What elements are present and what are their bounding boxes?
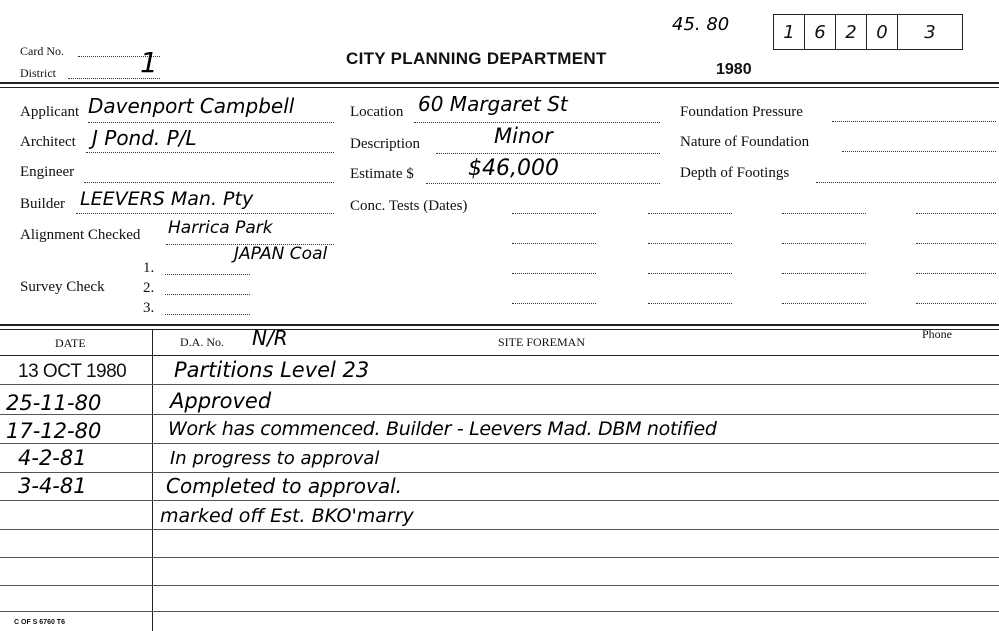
card-digit: 6: [805, 15, 836, 49]
location-label: Location: [350, 104, 404, 120]
applicant-value: Davenport Campbell: [88, 94, 295, 118]
location-line: [414, 122, 660, 123]
log-row-rule: [0, 443, 999, 444]
estimate-label: Estimate $: [350, 166, 414, 182]
entry-date: 25-11-80: [6, 391, 102, 415]
conc-line: [916, 273, 996, 274]
estimate-line: [426, 183, 660, 184]
entry-text: Partitions Level 23: [174, 358, 370, 382]
entry-text: Completed to approval.: [166, 474, 402, 498]
ref-number: 45. 80: [672, 14, 730, 35]
log-top-rule-2: [0, 329, 999, 330]
card-digit: 0: [867, 15, 898, 49]
survey-label: Survey Check: [20, 279, 105, 295]
entry-text: In progress to approval: [170, 448, 380, 469]
estimate-value: $46,000: [468, 156, 559, 181]
description-line: [436, 153, 660, 154]
conc-line: [648, 243, 732, 244]
conc-line: [916, 303, 996, 304]
engineer-line: [84, 182, 334, 183]
log-row-rule: [0, 384, 999, 385]
card-no-label: Card No.: [20, 44, 64, 58]
depth-of-footings-line: [816, 182, 996, 183]
builder-value: LEEVERS Man. Pty: [80, 188, 254, 210]
builder-line: [76, 213, 334, 214]
conc-line: [916, 243, 996, 244]
log-row-rule: [0, 414, 999, 415]
description-label: Description: [350, 136, 420, 152]
conc-line: [648, 303, 732, 304]
conc-line: [512, 243, 596, 244]
da-no-value: N/R: [252, 326, 288, 350]
entry-text: Approved: [170, 389, 272, 413]
engineer-label: Engineer: [20, 164, 75, 180]
department-title: CITY PLANNING DEPARTMENT: [346, 49, 607, 68]
card-digit: 3: [924, 21, 936, 43]
card-digit: 2: [836, 15, 867, 49]
alignment-label: Alignment Checked: [20, 227, 141, 243]
applicant-line: [88, 122, 334, 123]
survey-line-2: [165, 294, 250, 295]
conc-line: [512, 303, 596, 304]
entry-text: Work has commenced. Builder - Leevers Mad. DBM notified: [168, 418, 717, 440]
log-row-rule: [0, 585, 999, 586]
conc-line: [648, 213, 732, 214]
architect-line: [86, 152, 334, 153]
survey-item-1: 1.: [143, 260, 155, 276]
conc-line: [916, 213, 996, 214]
header-rule: [0, 82, 999, 84]
card-digit: 1: [774, 15, 805, 49]
log-row-rule: [0, 472, 999, 473]
conc-line: [782, 213, 866, 214]
log-row-rule: [0, 611, 999, 612]
foundation-pressure-line: [832, 121, 996, 122]
district-value: 1: [140, 46, 158, 79]
log-row-rule: [0, 529, 999, 530]
applicant-label: Applicant: [20, 104, 80, 120]
entry-text: marked off Est. BKO'marry: [160, 505, 414, 527]
alignment-value-2: JAPAN Coal: [234, 244, 328, 264]
da-no-label: D.A. No.: [180, 335, 224, 349]
conc-line: [782, 273, 866, 274]
entry-date: 13 OCT 1980: [18, 361, 127, 382]
form-code: C OF S 6760 T6: [14, 619, 65, 626]
district-label: District: [20, 66, 56, 80]
log-row-rule: [0, 557, 999, 558]
conc-line: [782, 303, 866, 304]
log-top-rule: [0, 324, 999, 326]
year: 1980: [716, 61, 752, 78]
log-header-rule: [0, 355, 999, 356]
survey-line-3: [165, 314, 250, 315]
conc-line: [782, 243, 866, 244]
conc-line: [512, 273, 596, 274]
description-value: Minor: [494, 124, 553, 148]
survey-item-3: 3.: [143, 300, 155, 316]
foundation-pressure-label: Foundation Pressure: [680, 104, 803, 120]
phone-label: Phone: [922, 327, 952, 341]
depth-of-footings-label: Depth of Footings: [680, 165, 790, 181]
nature-of-foundation-line: [842, 151, 996, 152]
conc-line: [512, 213, 596, 214]
survey-line-1: [165, 274, 250, 275]
site-foreman-label: SITE FOREMAN: [498, 335, 586, 349]
entry-date: 4-2-81: [18, 446, 87, 470]
conc-tests-label: Conc. Tests (Dates): [350, 198, 468, 214]
entry-date: 3-4-81: [18, 474, 87, 498]
log-row-rule: [0, 500, 999, 501]
entry-date: 17-12-80: [6, 419, 102, 443]
location-value: 60 Margaret St: [418, 92, 568, 116]
architect-value: J Pond. P/L: [92, 126, 197, 150]
builder-label: Builder: [20, 196, 65, 212]
date-header: DATE: [55, 336, 86, 350]
architect-label: Architect: [20, 134, 76, 150]
alignment-value: Harrica Park: [168, 218, 273, 238]
header-rule-2: [0, 87, 999, 88]
survey-item-2: 2.: [143, 280, 155, 296]
conc-line: [648, 273, 732, 274]
card-number-box: [773, 14, 963, 50]
nature-of-foundation-label: Nature of Foundation: [680, 134, 810, 150]
